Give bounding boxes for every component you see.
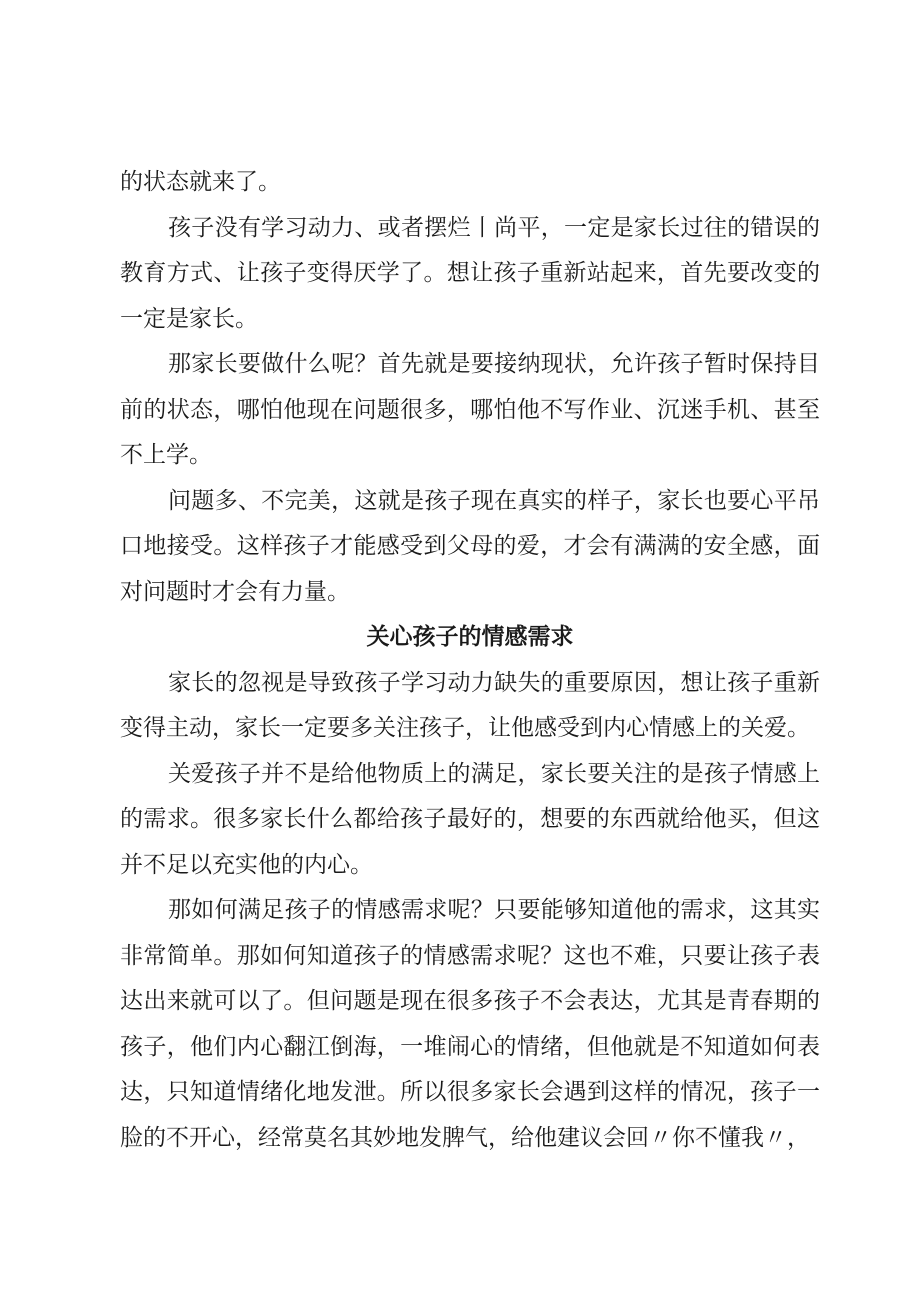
section-heading: 关心孩子的情感需求 <box>366 624 574 650</box>
paragraph: 问题多、不完美，这就是孩子现在真实的样子，家长也要心平吊口地接受。这样孩子才能感受到父母的爱，才会有满满的安全感，面对问题时才会有力量。 <box>120 487 820 605</box>
paragraph: 那如何满足孩子的情感需求呢？只要能够知道他的需求，这其实非常简单。那如何知道孩子的情感需求呢？这也不难，只要让孩子表达出来就可以了。但问题是现在很多孩子不会表达，尤其是青春期的孩子，他们内心翻江倒海，一堆闹心的情绪，但他就是不知道如何表达，只知道情绪化地发泄。所以很多家长会遇到这样的情况，孩子一脸的不开心，经常莫名其妙地发脾气，给他建议会回〃你不懂我〃， <box>120 897 820 1151</box>
paragraph: 孩子没有学习动力、或者摆烂丨尚平，一定是家长过往的错误的教育方式、让孩子变得厌学了。想让孩子重新站起来，首先要改变的一定是家长。 <box>120 214 820 332</box>
document-body <box>120 160 820 1161</box>
paragraph-continuation: 的状态就来了。 <box>120 169 281 195</box>
paragraph: 关爱孩子并不是给他物质上的满足，家长要关注的是孩子情感上的需求。很多家长什么都给孩子最好的，想要的东西就给他买，但这并不足以充实他的内心。 <box>120 760 820 878</box>
paragraph: 那家长要做什么呢？首先就是要接纳现状，允许孩子暂时保持目前的状态，哪怕他现在问题很多，哪怕他不写作业、沉迷手机、甚至不上学。 <box>120 351 820 468</box>
paragraph: 家长的忽视是导致孩子学习动力缺失的重要原因，想让孩子重新变得主动，家长一定要多关注孩子，让他感受到内心情感上的关爱。 <box>120 669 820 741</box>
